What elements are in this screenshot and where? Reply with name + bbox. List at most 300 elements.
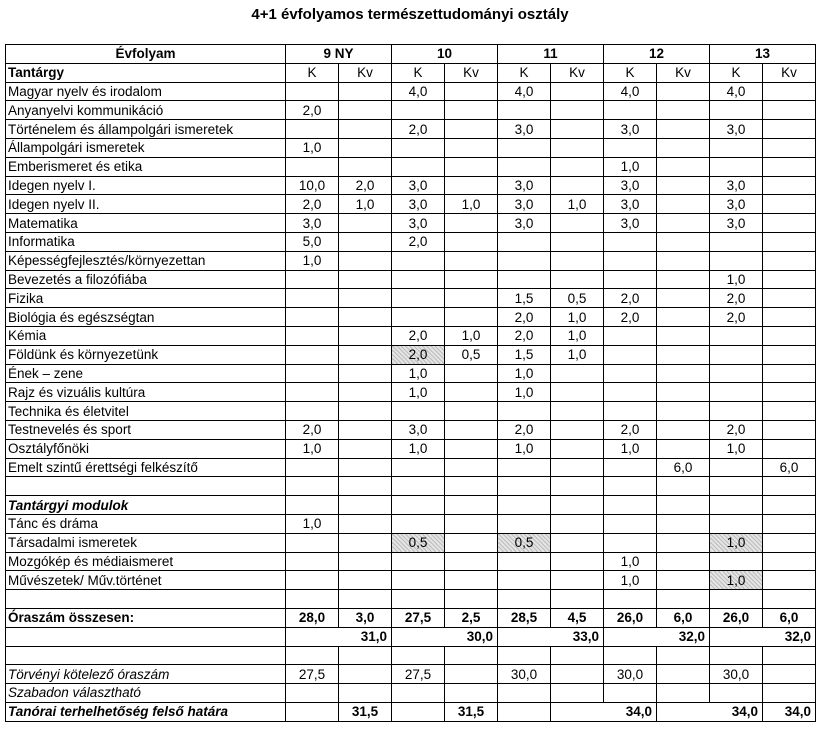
free-row [6, 684, 816, 703]
subject-row-cell [551, 439, 604, 458]
subject-row-cell [445, 176, 498, 195]
module-row-cell [286, 571, 339, 590]
module-row-cell [498, 552, 551, 571]
subject-row-cell [657, 439, 710, 458]
subject-row-cell [551, 232, 604, 251]
subject-row-cell: 2,0 [339, 176, 392, 195]
subject-row-cell [763, 120, 816, 139]
subject-row [6, 214, 816, 233]
subject-row-cell [551, 214, 604, 233]
subject-row-cell: 3,0 [392, 176, 445, 195]
spacer-row [6, 590, 816, 609]
subject-row-cell: 2,0 [498, 326, 551, 345]
legal-cell: 30,0 [604, 665, 657, 684]
subject-row-cell [286, 383, 339, 402]
subject-row-cell: 1,0 [286, 138, 339, 157]
subject-row-cell: 1,0 [498, 383, 551, 402]
col-k: K [498, 63, 551, 82]
module-row [6, 571, 816, 590]
subject-row-cell [763, 420, 816, 439]
subject-row-cell [286, 345, 339, 364]
col-k: K [392, 63, 445, 82]
total-cell: 28,0 [286, 608, 339, 627]
subject-row [6, 157, 816, 176]
spacer-row [6, 477, 816, 496]
subject-row-label: Emelt szintű érettségi felkészítő [6, 458, 286, 477]
subject-row-cell [657, 420, 710, 439]
module-row-cell [445, 552, 498, 571]
module-row-cell [339, 571, 392, 590]
col-k: K [604, 63, 657, 82]
module-row-cell [763, 552, 816, 571]
subject-row-cell [392, 138, 445, 157]
subject-row [6, 232, 816, 251]
module-row-cell [657, 552, 710, 571]
subject-row-cell: 3,0 [604, 176, 657, 195]
year-13: 13 [710, 45, 816, 64]
subject-row-cell [339, 101, 392, 120]
subject-row-label: Ének – zene [6, 364, 286, 383]
subject-row-cell: 3,0 [710, 214, 763, 233]
subject-row-cell: 2,0 [392, 232, 445, 251]
subject-row-cell [498, 232, 551, 251]
subject-row-cell [657, 308, 710, 327]
module-row-cell [710, 514, 763, 533]
subject-row-cell [339, 289, 392, 308]
subject-row [6, 420, 816, 439]
subject-row-cell [551, 383, 604, 402]
subject-row-cell: 1,5 [498, 289, 551, 308]
subject-row-cell [498, 101, 551, 120]
subject-row-cell [657, 214, 710, 233]
subject-row-cell [604, 232, 657, 251]
subject-row-cell [763, 345, 816, 364]
subject-row-label: Idegen nyelv II. [6, 195, 286, 214]
subject-row-cell [445, 232, 498, 251]
subject-row-cell [551, 251, 604, 270]
subject-row [6, 195, 816, 214]
subject-row-cell [763, 326, 816, 345]
module-row-cell [339, 533, 392, 552]
subject-row-cell [551, 402, 604, 421]
subject-row-cell [339, 458, 392, 477]
module-row [6, 552, 816, 571]
subject-row-cell [286, 402, 339, 421]
subject-row [6, 439, 816, 458]
subject-row-cell [763, 101, 816, 120]
subject-row-cell [286, 270, 339, 289]
subject-row-cell [763, 176, 816, 195]
subject-row-cell: 1,0 [392, 439, 445, 458]
subject-row-cell [551, 157, 604, 176]
subject-row-cell [339, 214, 392, 233]
subject-row-cell [445, 420, 498, 439]
col-k: K [710, 63, 763, 82]
subject-row-cell [604, 270, 657, 289]
module-row-cell [551, 552, 604, 571]
subject-row-cell [657, 270, 710, 289]
subject-row-cell [551, 364, 604, 383]
subject-row-cell [604, 138, 657, 157]
subject-row-cell: 3,0 [604, 214, 657, 233]
limit-cell: 31,5 [339, 702, 392, 721]
subject-row-cell [498, 270, 551, 289]
subject-row-cell [498, 138, 551, 157]
subject-row-cell [445, 157, 498, 176]
subject-row-cell [392, 458, 445, 477]
subject-row [6, 308, 816, 327]
subject-row-cell [657, 326, 710, 345]
subject-row-cell [339, 420, 392, 439]
module-row-cell [604, 533, 657, 552]
subject-row-cell [657, 345, 710, 364]
subject-row-label: Rajz és vizuális kultúra [6, 383, 286, 402]
subject-row-cell [763, 289, 816, 308]
sum-row [6, 627, 816, 646]
subject-row-cell [392, 157, 445, 176]
subject-row-cell [551, 120, 604, 139]
subject-row-cell [551, 270, 604, 289]
subject-row-label: Osztályfőnöki [6, 439, 286, 458]
module-row-label: Művészetek/ Műv.történet [6, 571, 286, 590]
subject-row-cell [445, 289, 498, 308]
subject-row-cell [339, 345, 392, 364]
subject-row-cell [339, 326, 392, 345]
subject-row-cell: 3,0 [498, 195, 551, 214]
year-11: 11 [498, 45, 604, 64]
subject-row-cell [763, 195, 816, 214]
subject-row-cell: 1,0 [551, 345, 604, 364]
subject-row-cell [604, 364, 657, 383]
sum-cell: 31,0 [286, 627, 392, 646]
col-kv: Kv [763, 63, 816, 82]
subject-row-cell: 3,0 [604, 195, 657, 214]
total-cell: 6,0 [657, 608, 710, 627]
subject-row-cell: 1,0 [710, 270, 763, 289]
module-row-cell [339, 514, 392, 533]
module-row-cell [763, 514, 816, 533]
subject-row-cell [392, 251, 445, 270]
subject-row-cell [339, 157, 392, 176]
modules-section [6, 477, 816, 515]
subject-row-cell [763, 270, 816, 289]
subject-row-cell [710, 232, 763, 251]
subject-row-label: Biológia és egészségtan [6, 308, 286, 327]
subject-row-label: Képességfejlesztés/környezettan [6, 251, 286, 270]
subject-row-cell: 4,0 [710, 82, 763, 101]
subject-row-cell: 1,0 [286, 251, 339, 270]
subject-row-cell [286, 289, 339, 308]
subject-row-cell: 3,0 [498, 176, 551, 195]
subject-row-cell [604, 101, 657, 120]
subject-row-cell [763, 82, 816, 101]
subject-row-cell [392, 270, 445, 289]
subject-row-cell: 4,0 [392, 82, 445, 101]
subject-row-cell [339, 439, 392, 458]
module-row-cell: 1,0 [286, 514, 339, 533]
module-row-cell [657, 533, 710, 552]
subject-row-cell: 1,0 [392, 364, 445, 383]
subject-row-label: Informatika [6, 232, 286, 251]
subject-row-cell [710, 458, 763, 477]
subject-row-cell [657, 232, 710, 251]
subject-row-label: Testnevelés és sport [6, 420, 286, 439]
module-row-cell [392, 514, 445, 533]
page-title: 4+1 évfolyamos természettudományi osztály [251, 6, 569, 23]
subject-row-cell [551, 458, 604, 477]
subject-row-cell [604, 383, 657, 402]
module-row-cell [392, 552, 445, 571]
subject-row-label: Bevezetés a filozófiába [6, 270, 286, 289]
subject-row-cell [339, 82, 392, 101]
subject-row-cell [763, 439, 816, 458]
module-row-cell [551, 571, 604, 590]
subject-row-cell: 2,0 [604, 308, 657, 327]
subject-row-cell: 4,0 [604, 82, 657, 101]
total-cell: 26,0 [710, 608, 763, 627]
subject-row-cell [604, 458, 657, 477]
legal-label: Törvényi kötelező óraszám [6, 665, 286, 684]
module-row-label: Társadalmi ismeretek [6, 533, 286, 552]
subject-row-cell [763, 138, 816, 157]
subject-row-cell [657, 82, 710, 101]
subject-row-cell [445, 82, 498, 101]
legal-row [6, 665, 816, 684]
limit-cell: 34,0 [551, 702, 657, 721]
subject-row-cell [498, 458, 551, 477]
subject-row-cell [710, 402, 763, 421]
subject-row-cell: 3,0 [498, 214, 551, 233]
module-row-cell [551, 514, 604, 533]
module-row-cell [763, 533, 816, 552]
year-10: 10 [392, 45, 498, 64]
module-row-cell [657, 514, 710, 533]
total-label: Óraszám összesen: [6, 608, 286, 627]
subject-row-cell [710, 101, 763, 120]
subject-row [6, 82, 816, 101]
subject-row-cell: 2,0 [392, 345, 445, 364]
subject-row-cell [551, 101, 604, 120]
subject-row [6, 402, 816, 421]
subject-row-cell [657, 176, 710, 195]
legal-cell: 30,0 [710, 665, 763, 684]
module-row-cell [286, 533, 339, 552]
subject-row-cell [657, 101, 710, 120]
subject-row-cell [604, 402, 657, 421]
subject-row-cell [551, 420, 604, 439]
subject-row-cell [339, 120, 392, 139]
subjects-body [6, 82, 816, 477]
subject-row-label: Földünk és környezetünk [6, 345, 286, 364]
modules-heading-row [6, 496, 816, 515]
subject-row [6, 251, 816, 270]
subject-row-cell [710, 364, 763, 383]
subject-row-cell [657, 138, 710, 157]
subject-row-cell [445, 270, 498, 289]
subject-row-cell [392, 289, 445, 308]
col-kv: Kv [445, 63, 498, 82]
subject-row-cell [657, 157, 710, 176]
subject-row [6, 364, 816, 383]
subject-row-cell [604, 251, 657, 270]
subject-row-cell: 2,0 [286, 195, 339, 214]
limit-label: Tanórai terhelhetőség felső határa [6, 702, 286, 721]
total-cell: 4,5 [551, 608, 604, 627]
subject-row-cell: 3,0 [710, 176, 763, 195]
subject-row-cell [286, 308, 339, 327]
subject-row-label: Matematika [6, 214, 286, 233]
module-row-cell: 0,5 [498, 533, 551, 552]
subject-row-cell [339, 402, 392, 421]
subject-row-cell [763, 157, 816, 176]
subject-row-cell [445, 251, 498, 270]
total-cell: 3,0 [339, 608, 392, 627]
subject-row-cell [445, 308, 498, 327]
subject-row-cell [763, 232, 816, 251]
subject-row-label: Anyanyelvi kommunikáció [6, 101, 286, 120]
subject-row-cell [339, 138, 392, 157]
subject-row-label: Idegen nyelv I. [6, 176, 286, 195]
module-row-label: Tánc és dráma [6, 514, 286, 533]
subject-row-cell: 2,0 [604, 289, 657, 308]
subject-row-cell: 1,0 [339, 195, 392, 214]
subject-row-cell [445, 439, 498, 458]
subject-row-cell [498, 402, 551, 421]
subject-row-cell: 2,0 [286, 101, 339, 120]
header-tantargy: Tantárgy [6, 63, 286, 82]
module-row-cell [498, 571, 551, 590]
subject-row-cell [710, 326, 763, 345]
subject-row-cell: 5,0 [286, 232, 339, 251]
module-row-cell [763, 571, 816, 590]
subject-row-cell [710, 138, 763, 157]
subject-row-cell: 3,0 [498, 120, 551, 139]
subject-row-cell [657, 289, 710, 308]
subject-row-cell [445, 458, 498, 477]
sum-cell: 30,0 [392, 627, 498, 646]
module-row [6, 533, 816, 552]
subject-row-cell [286, 458, 339, 477]
subject-row [6, 289, 816, 308]
subject-row-cell: 3,0 [286, 214, 339, 233]
subject-row-cell [445, 120, 498, 139]
total-cell: 26,0 [604, 608, 657, 627]
subject-row-cell [657, 383, 710, 402]
subject-row-cell: 1,0 [604, 157, 657, 176]
subject-row-cell: 1,0 [286, 439, 339, 458]
modules-body [6, 514, 816, 589]
subject-row [6, 138, 816, 157]
limit-cell: 34,0 [657, 702, 763, 721]
limit-row [6, 702, 816, 721]
subject-row-cell [763, 214, 816, 233]
subject-row [6, 120, 816, 139]
subject-row-label: Technika és életvitel [6, 402, 286, 421]
subject-row-cell [763, 364, 816, 383]
subject-row-cell [551, 176, 604, 195]
subject-row-cell: 0,5 [445, 345, 498, 364]
subject-row-cell: 2,0 [710, 308, 763, 327]
subject-row-cell [445, 402, 498, 421]
subject-row-cell [657, 402, 710, 421]
subject-row-cell: 2,0 [392, 120, 445, 139]
subject-row-cell [710, 383, 763, 402]
module-row-cell [551, 533, 604, 552]
subject-row-cell [286, 364, 339, 383]
subject-row-cell [339, 308, 392, 327]
legal-cell: 27,5 [286, 665, 339, 684]
subject-row-cell [657, 251, 710, 270]
subject-row-cell [339, 270, 392, 289]
subject-row-cell: 1,0 [551, 195, 604, 214]
subject-row-cell [286, 120, 339, 139]
subject-row-cell: 3,0 [604, 120, 657, 139]
col-kv: Kv [339, 63, 392, 82]
sum-cell: 32,0 [710, 627, 816, 646]
subject-row-cell: 1,0 [392, 383, 445, 402]
subject-row-cell [498, 251, 551, 270]
subject-row-cell [339, 383, 392, 402]
subject-row-cell: 4,0 [498, 82, 551, 101]
limit-cell: 31,5 [445, 702, 498, 721]
subject-row-cell [286, 157, 339, 176]
module-row-cell [286, 552, 339, 571]
subject-row-cell [710, 157, 763, 176]
subject-row-cell: 3,0 [710, 195, 763, 214]
subject-row-cell [286, 326, 339, 345]
subject-row-cell [339, 251, 392, 270]
subject-row [6, 345, 816, 364]
subject-row [6, 176, 816, 195]
subject-row-label: Magyar nyelv és irodalom [6, 82, 286, 101]
subject-row-cell [498, 157, 551, 176]
subject-row [6, 458, 816, 477]
subject-row-cell: 3,0 [710, 120, 763, 139]
spacer-row [6, 646, 816, 665]
module-row-cell: 1,0 [604, 552, 657, 571]
subject-row-cell [763, 251, 816, 270]
free-label: Szabadon választható [6, 684, 286, 703]
subject-row-label: Történelem és állampolgári ismeretek [6, 120, 286, 139]
subject-row-cell [551, 82, 604, 101]
module-row-cell: 1,0 [604, 571, 657, 590]
module-row-cell [445, 533, 498, 552]
module-row-cell [392, 571, 445, 590]
subject-row [6, 383, 816, 402]
module-row-cell [445, 571, 498, 590]
module-row-cell [710, 552, 763, 571]
subject-row-label: Állampolgári ismeretek [6, 138, 286, 157]
module-row-cell [445, 514, 498, 533]
year-9ny: 9 NY [286, 45, 392, 64]
subject-row-cell [604, 345, 657, 364]
subject-row-cell [445, 383, 498, 402]
subject-row-cell [657, 120, 710, 139]
subject-row-cell: 2,0 [498, 308, 551, 327]
subject-row-cell [551, 138, 604, 157]
total-row [6, 608, 816, 627]
subject-row-cell [392, 402, 445, 421]
subject-row-cell: 3,0 [392, 214, 445, 233]
subject-row-cell [392, 101, 445, 120]
col-k: K [286, 63, 339, 82]
subject-row-cell: 0,5 [551, 289, 604, 308]
subject-row-cell: 1,0 [498, 364, 551, 383]
subject-row-cell: 2,0 [498, 420, 551, 439]
subject-row [6, 270, 816, 289]
subject-row-cell [710, 345, 763, 364]
subject-row-cell: 10,0 [286, 176, 339, 195]
